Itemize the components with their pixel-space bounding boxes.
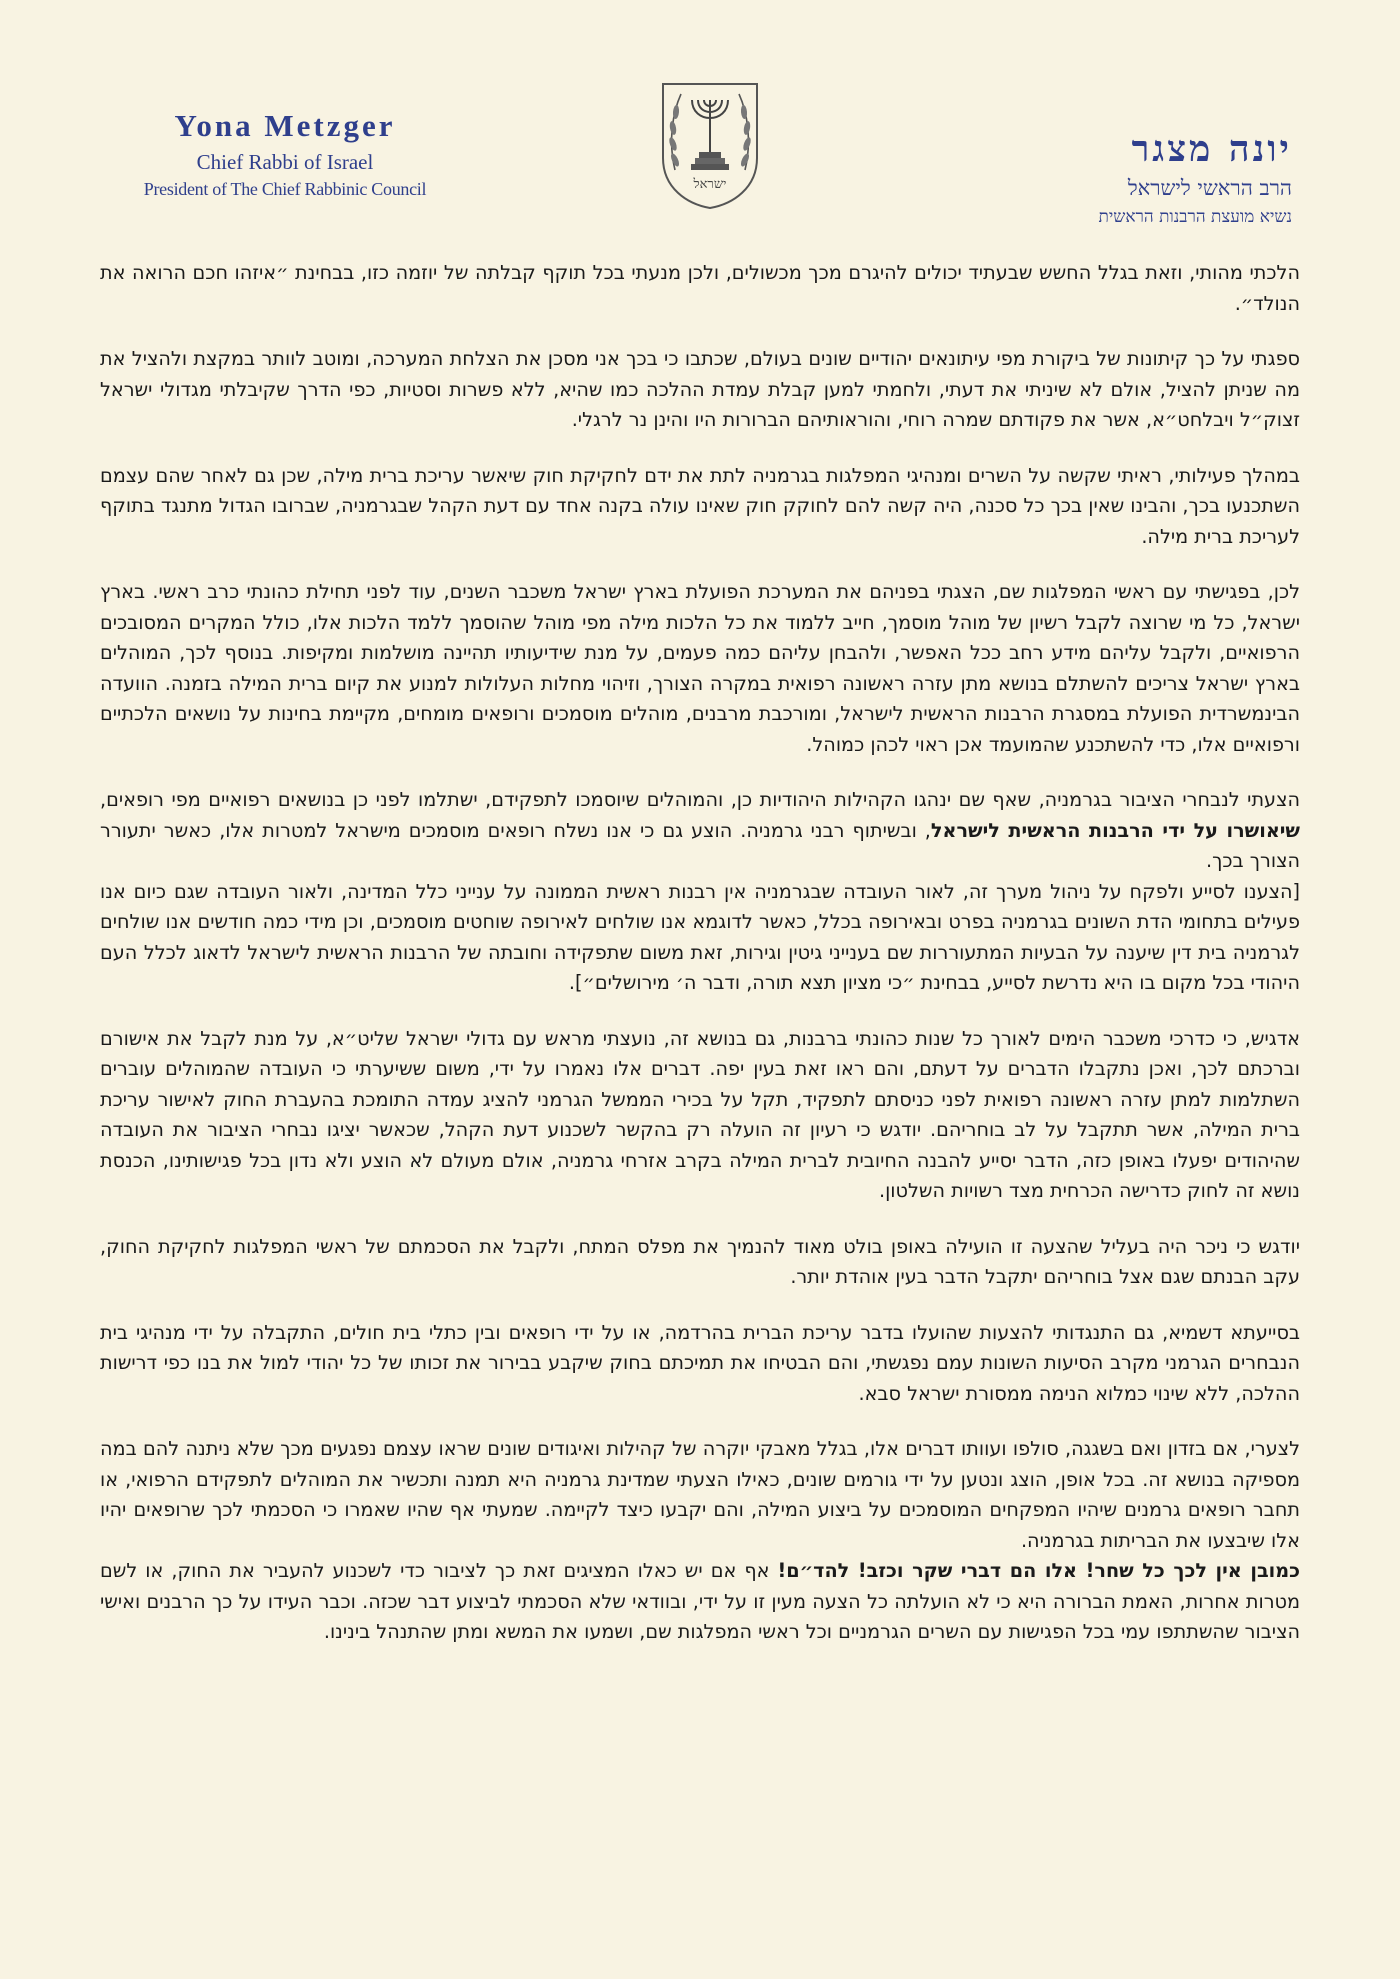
hebrew-name: יונה מצגר <box>1131 128 1292 170</box>
paragraph-5-start: הצעתי לנבחרי הציבור בגרמניה, שאף שם ינהגו הקהילות היהודיות כן, והמוהלים שיוסמכו לתפקידם, ישתלמו לפני כן בנושאים רפואיים מפי רופאים, <box>100 788 1300 811</box>
paragraph-1: הלכתי מהותי, וזאת בגלל החשש שבעתיד יכולים להיגרם מכך מכשולים, ולכן מנעתי בכל תוקף קבלתה של יוזמה כזו, בבחינת ״איזהו חכם הרואה את הנולד״. <box>100 261 1300 315</box>
hebrew-title: הרב הראשי לישראל <box>1127 176 1292 200</box>
hebrew-subtitle: נשיא מועצת הרבנות הראשית <box>1098 207 1292 227</box>
paragraph-8: יודגש כי ניכר היה בעליל שהצעה זו הועילה באופן בולט מאוד להנמיך את מפלס המתח, ולקבל את הסכמתם של ראשי המפלגות לחקיקת החוק, עקב הבנתם שגם אצל בוחריהם יתקבל הדבר בעין אוהדת יותר. <box>100 1234 1300 1288</box>
paragraph-11-bold: כמובן אין לכך כל שחר! אלו הם דברי שקר וכזב! להד״ם! <box>777 1559 1300 1582</box>
english-letterhead <box>100 108 470 200</box>
hebrew-letterhead <box>912 128 1292 227</box>
state-of-israel-emblem-icon <box>655 80 765 210</box>
paragraph-6: [הצענו לסייע ולפקח על ניהול מערך זה, לאור העובדה שבגרמניה אין רבנות ראשית הממונה על ענייני כלל המדינה, ולאור העובדה שגם כיום אנו פעילים בתחומי הדת השונים בגרמניה בפרט ובאירופה בכלל, כאשר לדוגמא אנו שולחים לאירופה שוחטים מוסמכים, וכן מידי כמה חודשים אנו שולחים לגרמניה בית דין שיענה על הבעיות המתעוררות שם בענייני גיטין וגירות, זאת משום שתפקידה וחובתה של הרבנות הראשית לישראל לדאוג לכלל העם היהודי בכל מקום בו היא נדרשת לסייע, בבחינת ״כי מציון תצא תורה, ודבר ה׳ מירושלים״]. <box>100 879 1300 994</box>
english-name: Yona Metzger <box>174 108 396 143</box>
letter-body <box>100 258 1300 1673</box>
paragraph-3: במהלך פעילותי, ראיתי שקשה על השרים ומנהיגי המפלגות בגרמניה לתת את ידם לחקיקת חוק שיאשר עריכת ברית מילה, שכן גם לאחר שהם עצמם השתכנעו בכך, והבינו שאין בכך כל סכנה, היה קשה להם לחוקק חוק שאינו עולה בקנה אחד עם דעת הקהל שבגרמניה, שברובו הגדול מתנגד בתוקף לעריכת ברית מילה. <box>100 463 1300 548</box>
paragraph-11 <box>100 1556 1300 1648</box>
paragraph-11-rest: אף אם יש כאלו המציגים זאת כך לציבור כדי לשכנוע להעביר את החוק, או לשם מטרות אחרות, האמת הברורה היא כי לא הועלתה כל הצעה מעין זו על ידי, ובוודאי שלא הסכמתי לביצוע דבר שכזה. וכבר העידו על כך הרבנים ואישי הציבור שהשתתפו עמי בכל הפגישות עם השרים הגרמניים וכל ראשי המפלגות שם, ושמעו את המשא ומתן שהתנהל בינינו. <box>100 1559 1300 1643</box>
paragraph-5 <box>100 785 1300 877</box>
english-title: Chief Rabbi of Israel <box>196 150 374 174</box>
paragraph-2: ספגתי על כך קיתונות של ביקורת מפי עיתונאים יהודיים שונים בעולם, שכתבו כי בכך אני מסכן את הצלחת המערכה, ומוטב לוותר במקצת ולהציל את מה שניתן להציל, אולם לא שיניתי את דעתי, ולחמתי למען קבלת עמדת ההלכה כמו שהיא, ללא פשרות וסטיות, כפי הדרך שקיבלתי מגדולי ישראל זצוק״ל ויבלחט״א, אשר את פקודתם שמרה רוחי, והוראותיהם הברורות היו והינן נר לרגלי. <box>100 347 1300 431</box>
paragraph-9: בסייעתא דשמיא, גם התנגדותי להצעות שהועלו בדבר עריכת הברית בהרדמה, או על ידי רופאים ובין כתלי בית חולים, התקבלה על ידי מנהיגי בית הנבחרים הגרמני מקרב הסיעות השונות עמם נפגשתי, והם הבטיחו את תמיכתם בחוק שיקבע בבירור את זכותו של כל יהודי למול את בנו כפי דרישות ההלכה, ללא שינוי כמלוא הנימה ממסורת ישראל סבא. <box>100 1320 1300 1405</box>
paragraph-10: לצערי, אם בזדון ואם בשגגה, סולפו ועוותו דברים אלו, בגלל מאבקי יוקרה של קהילות ואיגודים שונים שראו עצמם נפגעים מכך שלא ניתנה להם במה מספיקה בנושא זה. בכל אופן, הוצג ונטען על ידי גורמים שונים, כאילו הצעתי שמדינת גרמניה היא תמנה ותכשיר את המוהלים לתפקידם הרפואי, או תחבר רופאים גרמנים שיהיו המפקחים המוסמכים על ביצוע המילה, והם יקבעו כיצד לקיימה. שמעתי אף שהיו שאמרו כי הסכמתי לכך שרופאים יהיו אלו שיבצעו את הבריתות בגרמניה. <box>100 1437 1300 1552</box>
paragraph-5-end: , ובשיתוף רבני גרמניה. הוצע גם כי אנו נשלח רופאים מוסמכים מישראל למטרות אלו, כאשר יתעורר הצורך בכך. <box>100 818 1300 872</box>
paragraph-4: לכן, בפגישתי עם ראשי המפלגות שם, הצגתי בפניהם את המערכת הפועלת בארץ ישראל משכבר השנים, עוד לפני תחילת כהונתי כרב ראשי. בארץ ישראל, כל מי שרוצה לקבל רשיון של מוהל מוסמך, חייב ללמוד את כל הלכות מילה מפי מוהל שהוסמך ללמד הלכות אלו, כולל המקרים המסובכים הרפואיים, ולקבל עליהם מידע רחב ככל האפשר, ולהבחן עליהם כמה פעמים, על מנת שידיעותיו תהיינה מושלמות ומקיפות. בנוסף לכך, המוהלים בארץ ישראל צריכים להשתלם בנושא מתן עזרה ראשונה רפואית במקרה הצורך, וזיהוי מחלות העלולות למנוע את קיום ברית המילה בזמנה. הוועדה הבינמשרדית הפועלת במסגרת הרבנות הראשית לישראל, ומורכבת מרבנים, מוהלים מוסמכים ורופאים מומחים, מקיימת בחינות על נושאים הלכתיים ורפואיים אלו, כדי להשתכנע שהמועמד אכן ראוי לכהן כמוהל. <box>100 580 1300 756</box>
paragraph-7: אדגיש, כי כדרכי משכבר הימים לאורך כל שנות כהונתי ברבנות, גם בנושא זה, נועצתי מראש עם גדולי ישראל שליט״א, על מנת לקבל את אישורם וברכתם לכך, ואכן נתקבלו הדברים על דעתם, והם ראו זאת בעין יפה. דברים אלו נאמרו על ידי, משום ששיערתי כי העובדה שהמוהלים עוברים השתלמות למתן עזרה ראשונה רפואית לפני כניסתם לתפקיד, תקל על בכירי הממשל הגרמני להציג עמדה התומכת בהעברת החוק לאישור עריכת ברית המילה, אשר תתקבל על לב בוחריהם. יודגש כי רעיון זה הועלה רק בהקשר לשכנוע דעת הקהל, שכאשר יציגו נבחרי הציבור את העובדה שהיהודים יפעלו באופן כזה, הדבר יסייע להבנה החיובית לברית המילה בקרב אזרחי גרמניה, אולם מעולם לא הוצע ולא נדון בכל פגישותינו, הכנסת נושא זה לחוק כדרישה הכרחית מצד רשויות השלטון. <box>100 1026 1300 1202</box>
english-subtitle: President of The Chief Rabbinic Council <box>143 179 427 199</box>
paragraph-5-bold: שיאושרו על ידי הרבנות הראשית לישראל <box>930 818 1300 842</box>
emblem-label: ישראל <box>693 177 727 192</box>
